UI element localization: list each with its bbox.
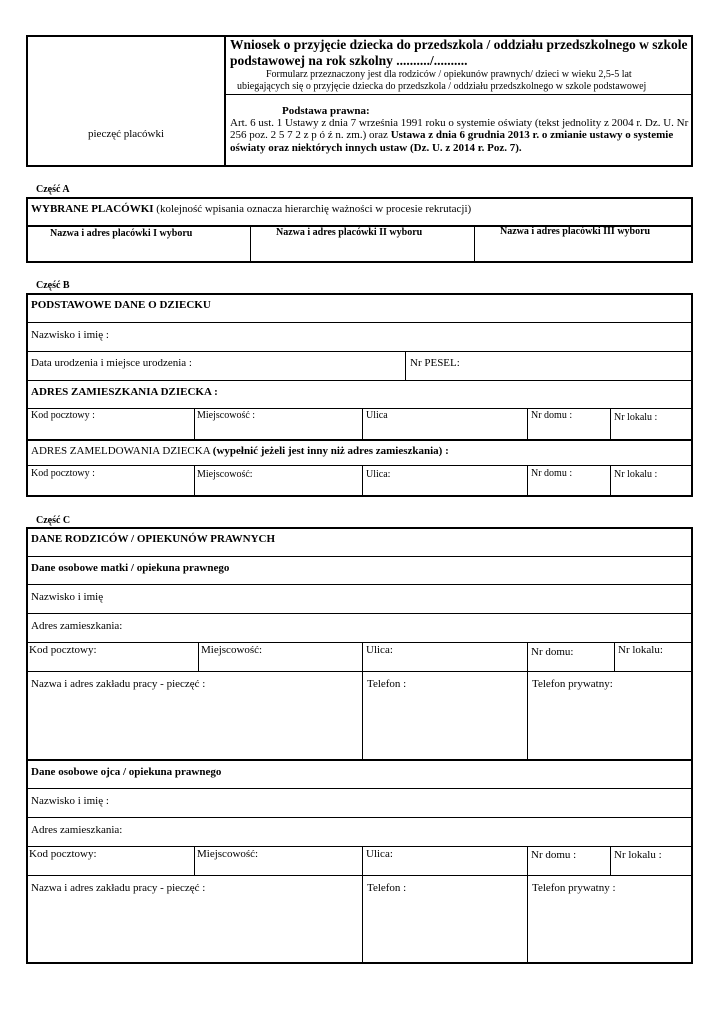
father-flat-field[interactable]: Nr lokalu : bbox=[614, 849, 662, 861]
part-b-reg-div-4 bbox=[610, 465, 611, 497]
part-c-line-5 bbox=[26, 671, 693, 672]
res-house-field[interactable]: Nr domu : bbox=[531, 410, 573, 421]
header-divider-horizontal bbox=[224, 94, 693, 95]
part-c-line-10 bbox=[26, 875, 693, 876]
mother-addr-div-4 bbox=[614, 642, 615, 671]
mother-heading: Dane osobowe matki / opiekuna prawnego bbox=[31, 562, 230, 574]
registration-heading-bold: (wypełnić jeżeli jest inny niż adres zamieszkania) : bbox=[212, 445, 449, 457]
part-b-line-5 bbox=[26, 439, 693, 441]
legal-basis-line2 bbox=[230, 129, 673, 141]
father-private-phone-field[interactable]: Telefon prywatny : bbox=[532, 882, 616, 894]
res-postal-field[interactable]: Kod pocztowy : bbox=[31, 410, 95, 421]
part-b-res-div-2 bbox=[362, 408, 363, 439]
part-c-label: Część C bbox=[36, 515, 71, 526]
facility-choice-3-label: Nazwa i adres placówki III wyboru bbox=[500, 226, 651, 237]
mother-postal-field[interactable]: Kod pocztowy: bbox=[29, 644, 97, 656]
reg-city-field[interactable]: Miejscowość: bbox=[197, 469, 253, 480]
residence-heading: ADRES ZAMIESZKANIA DZIECKA : bbox=[31, 386, 218, 398]
facility-choice-2-label: Nazwa i adres placówki II wyboru bbox=[276, 227, 423, 238]
mother-city-field[interactable]: Miejscowość: bbox=[201, 644, 263, 656]
mother-work-div-2 bbox=[527, 671, 528, 759]
father-work-div-1 bbox=[362, 875, 363, 964]
mother-house-field[interactable]: Nr domu: bbox=[531, 646, 574, 658]
child-pesel-field[interactable]: Nr PESEL: bbox=[410, 357, 460, 369]
header-divider-vertical bbox=[224, 35, 226, 167]
father-addr-div-4 bbox=[610, 846, 611, 875]
facility-choice-2-field[interactable] bbox=[252, 240, 473, 261]
part-b-reg-div-3 bbox=[527, 465, 528, 497]
part-c-line-1 bbox=[26, 556, 693, 557]
part-a-heading-bold: WYBRANE PLACÓWKI bbox=[31, 203, 154, 215]
mother-workplace-field[interactable]: Nazwa i adres zakładu pracy - pieczęć : bbox=[31, 678, 206, 690]
part-c-line-9 bbox=[26, 846, 693, 847]
part-c-line-2 bbox=[26, 584, 693, 585]
father-phone-field[interactable]: Telefon : bbox=[367, 882, 407, 894]
father-address-field[interactable]: Adres zamieszkania: bbox=[31, 824, 123, 836]
father-addr-div-3 bbox=[527, 846, 528, 875]
part-c-line-4 bbox=[26, 642, 693, 643]
mother-address-field[interactable]: Adres zamieszkania: bbox=[31, 620, 123, 632]
part-b-res-div-1 bbox=[194, 408, 195, 439]
reg-street-field[interactable]: Ulica: bbox=[366, 469, 391, 480]
child-birth-field[interactable]: Data urodzenia i miejsce urodzenia : bbox=[31, 357, 192, 369]
part-c-heading: DANE RODZICÓW / OPIEKUNÓW PRAWNYCH bbox=[31, 533, 276, 545]
part-a-label: Część A bbox=[36, 184, 70, 195]
father-house-field[interactable]: Nr domu : bbox=[531, 849, 577, 861]
part-b-line-3 bbox=[26, 380, 693, 381]
legal-basis-line3: oświaty oraz niektórych innych ustaw (Dz. U. z 2014 r. Poz. 7). bbox=[230, 142, 522, 154]
registration-heading bbox=[31, 445, 449, 457]
father-street-field[interactable]: Ulica: bbox=[366, 848, 393, 860]
form-title-line2: podstawowej na rok szkolny ........../.......... bbox=[230, 53, 468, 68]
part-c-box bbox=[26, 527, 693, 964]
father-work-div-2 bbox=[527, 875, 528, 964]
father-addr-div-1 bbox=[194, 846, 195, 875]
part-b-reg-div-1 bbox=[194, 465, 195, 497]
mother-addr-div-1 bbox=[198, 642, 199, 671]
res-flat-field[interactable]: Nr lokalu : bbox=[614, 412, 658, 423]
legal-basis-line2-bold: Ustawa z dnia 6 grudnia 2013 r. o zmianie ustawy o systemie bbox=[390, 129, 674, 141]
part-b-line-2 bbox=[26, 351, 693, 352]
legal-basis-line2-normal: 256 poz. 2 5 7 2 z p ó ź n. zm.) oraz bbox=[230, 129, 391, 141]
form-subtitle-line1: Formularz przeznaczony jest dla rodziców / opiekunów prawnych/ dzieci w wieku 2,5-5 lat bbox=[266, 69, 632, 80]
mother-private-phone-field[interactable]: Telefon prywatny: bbox=[532, 678, 613, 690]
father-addr-div-2 bbox=[362, 846, 363, 875]
form-title-line1: Wniosek o przyjęcie dziecka do przedszkola / oddziału przedszkolnego w szkole bbox=[230, 37, 688, 52]
reg-postal-field[interactable]: Kod pocztowy : bbox=[31, 468, 95, 479]
part-b-pesel-divider bbox=[405, 351, 406, 380]
part-b-line-6 bbox=[26, 465, 693, 466]
mother-phone-field[interactable]: Telefon : bbox=[367, 678, 407, 690]
registration-heading-normal: ADRES ZAMELDOWANIA DZIECKA bbox=[31, 445, 213, 457]
part-c-line-7 bbox=[26, 788, 693, 789]
part-c-line-3 bbox=[26, 613, 693, 614]
mother-flat-field[interactable]: Nr lokalu: bbox=[618, 644, 663, 656]
reg-house-field[interactable]: Nr domu : bbox=[531, 468, 573, 479]
facility-choice-1-label: Nazwa i adres placówki I wyboru bbox=[50, 228, 193, 239]
part-b-line-1 bbox=[26, 322, 693, 323]
legal-basis-title: Podstawa prawna: bbox=[282, 105, 370, 117]
reg-flat-field[interactable]: Nr lokalu : bbox=[614, 469, 658, 480]
facility-choice-3-field[interactable] bbox=[476, 240, 691, 261]
mother-street-field[interactable]: Ulica: bbox=[366, 644, 393, 656]
res-city-field[interactable]: Miejscowość : bbox=[197, 410, 256, 421]
part-a-col-divider-2 bbox=[474, 225, 475, 263]
part-c-line-8 bbox=[26, 817, 693, 818]
father-workplace-field[interactable]: Nazwa i adres zakładu pracy - pieczęć : bbox=[31, 882, 206, 894]
father-city-field[interactable]: Miejscowość: bbox=[197, 848, 259, 860]
stamp-label: pieczęć placówki bbox=[88, 128, 165, 140]
facility-choice-1-field[interactable] bbox=[28, 240, 249, 261]
part-b-line-4 bbox=[26, 408, 693, 409]
mother-work-div-1 bbox=[362, 671, 363, 759]
part-a-heading-normal: (kolejność wpisania oznacza hierarchię ważności w procesie rekrutacji) bbox=[153, 203, 472, 215]
father-postal-field[interactable]: Kod pocztowy: bbox=[29, 848, 97, 860]
mother-addr-div-3 bbox=[527, 642, 528, 671]
father-heading: Dane osobowe ojca / opiekuna prawnego bbox=[31, 766, 222, 778]
father-name-field[interactable]: Nazwisko i imię : bbox=[31, 795, 109, 807]
child-name-field[interactable]: Nazwisko i imię : bbox=[31, 329, 109, 341]
part-b-res-div-3 bbox=[527, 408, 528, 439]
part-c-line-6 bbox=[26, 759, 693, 761]
part-b-reg-div-2 bbox=[362, 465, 363, 497]
part-b-label: Część B bbox=[36, 280, 70, 291]
res-street-field[interactable]: Ulica bbox=[366, 410, 388, 421]
mother-addr-div-2 bbox=[362, 642, 363, 671]
part-a-col-divider-1 bbox=[250, 225, 251, 263]
part-a-heading bbox=[31, 203, 471, 215]
part-b-heading: PODSTAWOWE DANE O DZIECKU bbox=[31, 299, 211, 311]
part-b-res-div-4 bbox=[610, 408, 611, 439]
legal-basis-line1: Art. 6 ust. 1 Ustawy z dnia 7 września 1991 roku o systemie oświaty (tekst jednolity z 2004 r. Dz. U. Nr bbox=[230, 117, 689, 129]
form-subtitle-line2: ubiegających się o przyjęcie dziecka do przedszkola / oddziału przedszkolnego w szkole podstawowej bbox=[237, 81, 647, 92]
mother-name-field[interactable]: Nazwisko i imię bbox=[31, 591, 104, 603]
